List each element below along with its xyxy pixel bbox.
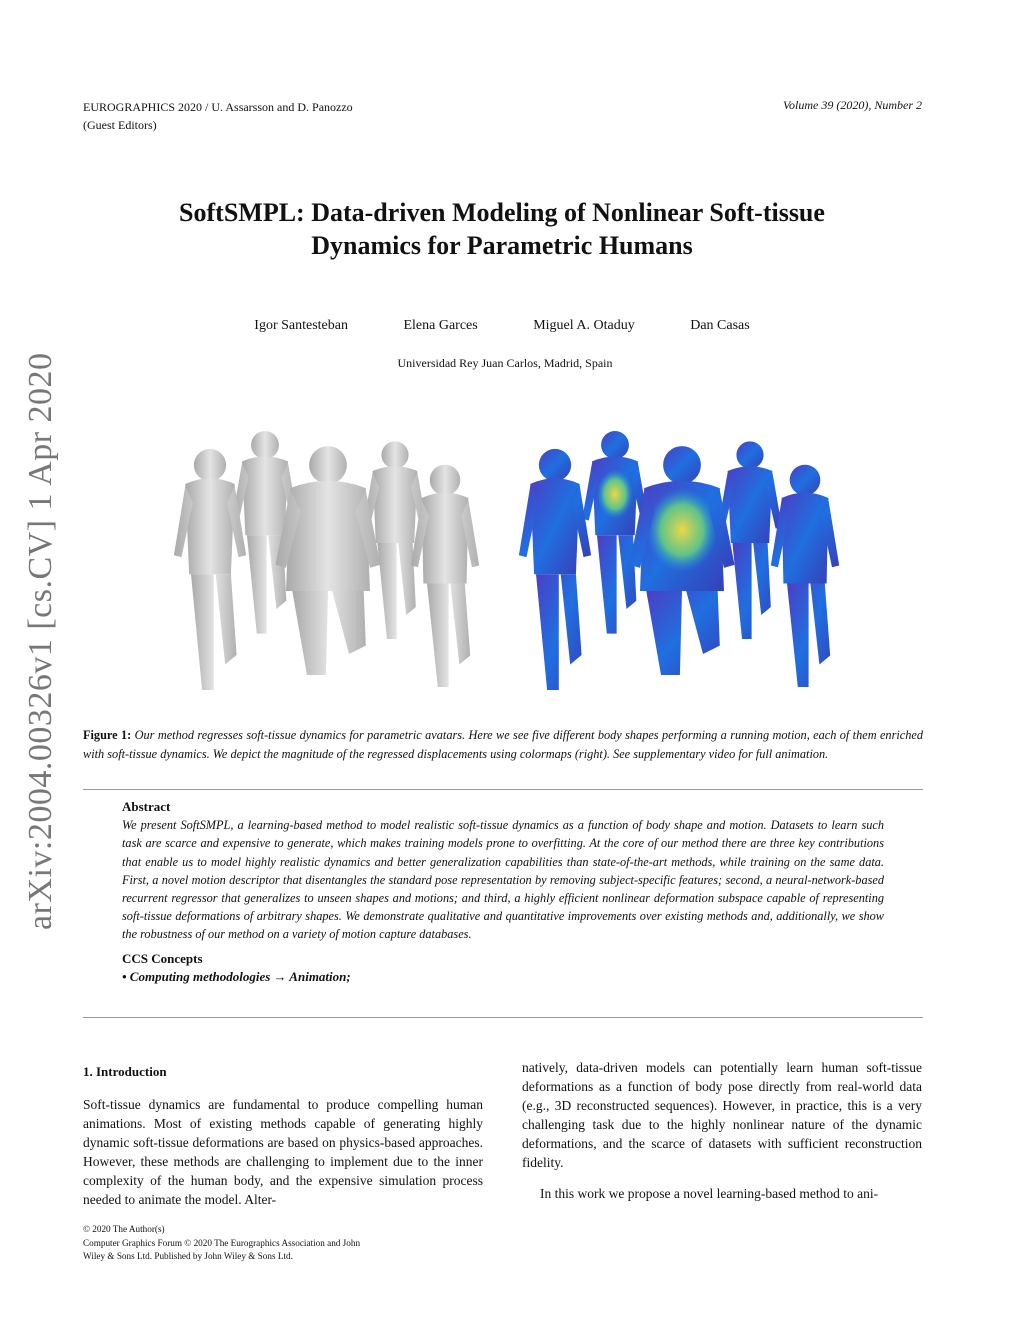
intro-paragraph-3: In this work we propose a novel learning-based method to ani- [540, 1186, 879, 1201]
teaser-figure [150, 425, 910, 690]
grey-body-group [174, 431, 479, 690]
running-header-left [83, 98, 353, 134]
paper-title [100, 196, 904, 262]
intro-paragraph-2: natively, data-driven models can potentially learn human soft-tissue deformations as a function of body pose directly from real-world data (e.g., 3D reconstructed sequences). However, in practice, this is a very challenging task due to the highly nonlinear nature of the dynamic deformations, and the scarce of datasets with sufficient reconstruction fidelity. [522, 1060, 922, 1170]
title-line-2: Dynamics for Parametric Humans [311, 231, 693, 260]
author-1: Igor Santesteban [254, 318, 348, 333]
figure-caption [83, 726, 923, 764]
ccs-item: • Computing methodologies → Animation; [122, 968, 351, 984]
author-2: Elena Garces [403, 318, 478, 333]
column-left [83, 1062, 483, 1209]
figure-caption-text: Our method regresses soft-tissue dynamics for parametric avatars. Here we see five different body shapes performing a running motion, each of them enriched with soft-tissue dynamics. We depict the magnitude of the regressed displacements using colormaps (right). See supplementary video for full animation. [83, 728, 923, 761]
guest-editors-line: (Guest Editors) [83, 118, 157, 132]
abstract-bottom-rule [83, 1017, 923, 1018]
grey-body-center [276, 446, 381, 675]
abstract-heading: Abstract [122, 799, 171, 814]
conference-line: EUROGRAPHICS 2020 / U. Assarsson and D. Panozzo [83, 100, 353, 114]
grey-body-left [174, 449, 246, 690]
column-right [522, 1058, 922, 1203]
colormap-body-group [519, 431, 839, 690]
abstract-text: We present SoftSMPL, a learning-based method to model realistic soft-tissue dynamics as a function of body shape and motion. Datasets to learn such task are scarce and expensive to generate, which makes training models prone to overfitting. At the core of our method there are three key contributions that enable us to model highly realistic dynamics and better generalization capabilities than state-of-the-art methods, while training on the same data. First, a novel motion descriptor that disentangles the standard pose representation by removing subject-specific features; second, a neural-network-based recurrent regressor that generalizes to unseen shapes and motions; and third, a highly efficient nonlinear deformation subspace capable of representing soft-tissue deformations of arbitrary shapes. We demonstrate qualitative and quantitative improvements over existing methods and, additionally, we show the robustness of our method on a variety of motion capture databases. [122, 818, 884, 942]
footer-line-3: Wiley & Sons Ltd. Published by John Wiley & Sons Ltd. [83, 1251, 293, 1261]
section-heading-introduction: 1. Introduction [83, 1064, 167, 1079]
intro-paragraph-1: Soft-tissue dynamics are fundamental to produce compelling human animations. Most of existing methods capable of generating highly dynamic soft-tissue deformations are based on physics-based approaches. However, these methods are challenging to implement due to the inner complexity of the human body, and the expensive simulation process needed to animate the model. Alter- [83, 1097, 483, 1207]
footer-line-2: Computer Graphics Forum © 2020 The Eurographics Association and John [83, 1237, 361, 1248]
colormap-body-right [771, 465, 839, 687]
arxiv-stamp: arXiv:2004.00326v1 [cs.CV] 1 Apr 2020 [22, 352, 59, 930]
copyright-footer [83, 1223, 360, 1264]
ccs-heading: CCS Concepts [122, 950, 203, 966]
volume-line: Volume 39 (2020), Number 2 [783, 98, 922, 112]
colormap-body-center [630, 446, 735, 675]
author-list [0, 318, 1004, 334]
author-4: Dan Casas [690, 318, 750, 333]
figure-label: Figure 1: [83, 728, 132, 742]
author-3: Miguel A. Otaduy [533, 318, 635, 333]
colormap-body-left [519, 449, 591, 690]
abstract-block [122, 798, 884, 986]
title-line-1: SoftSMPL: Data-driven Modeling of Nonlinear Soft-tissue [179, 198, 825, 227]
affiliation: Universidad Rey Juan Carlos, Madrid, Spain [397, 356, 613, 370]
abstract-top-rule [83, 789, 923, 790]
footer-line-1: © 2020 The Author(s) [83, 1224, 165, 1234]
